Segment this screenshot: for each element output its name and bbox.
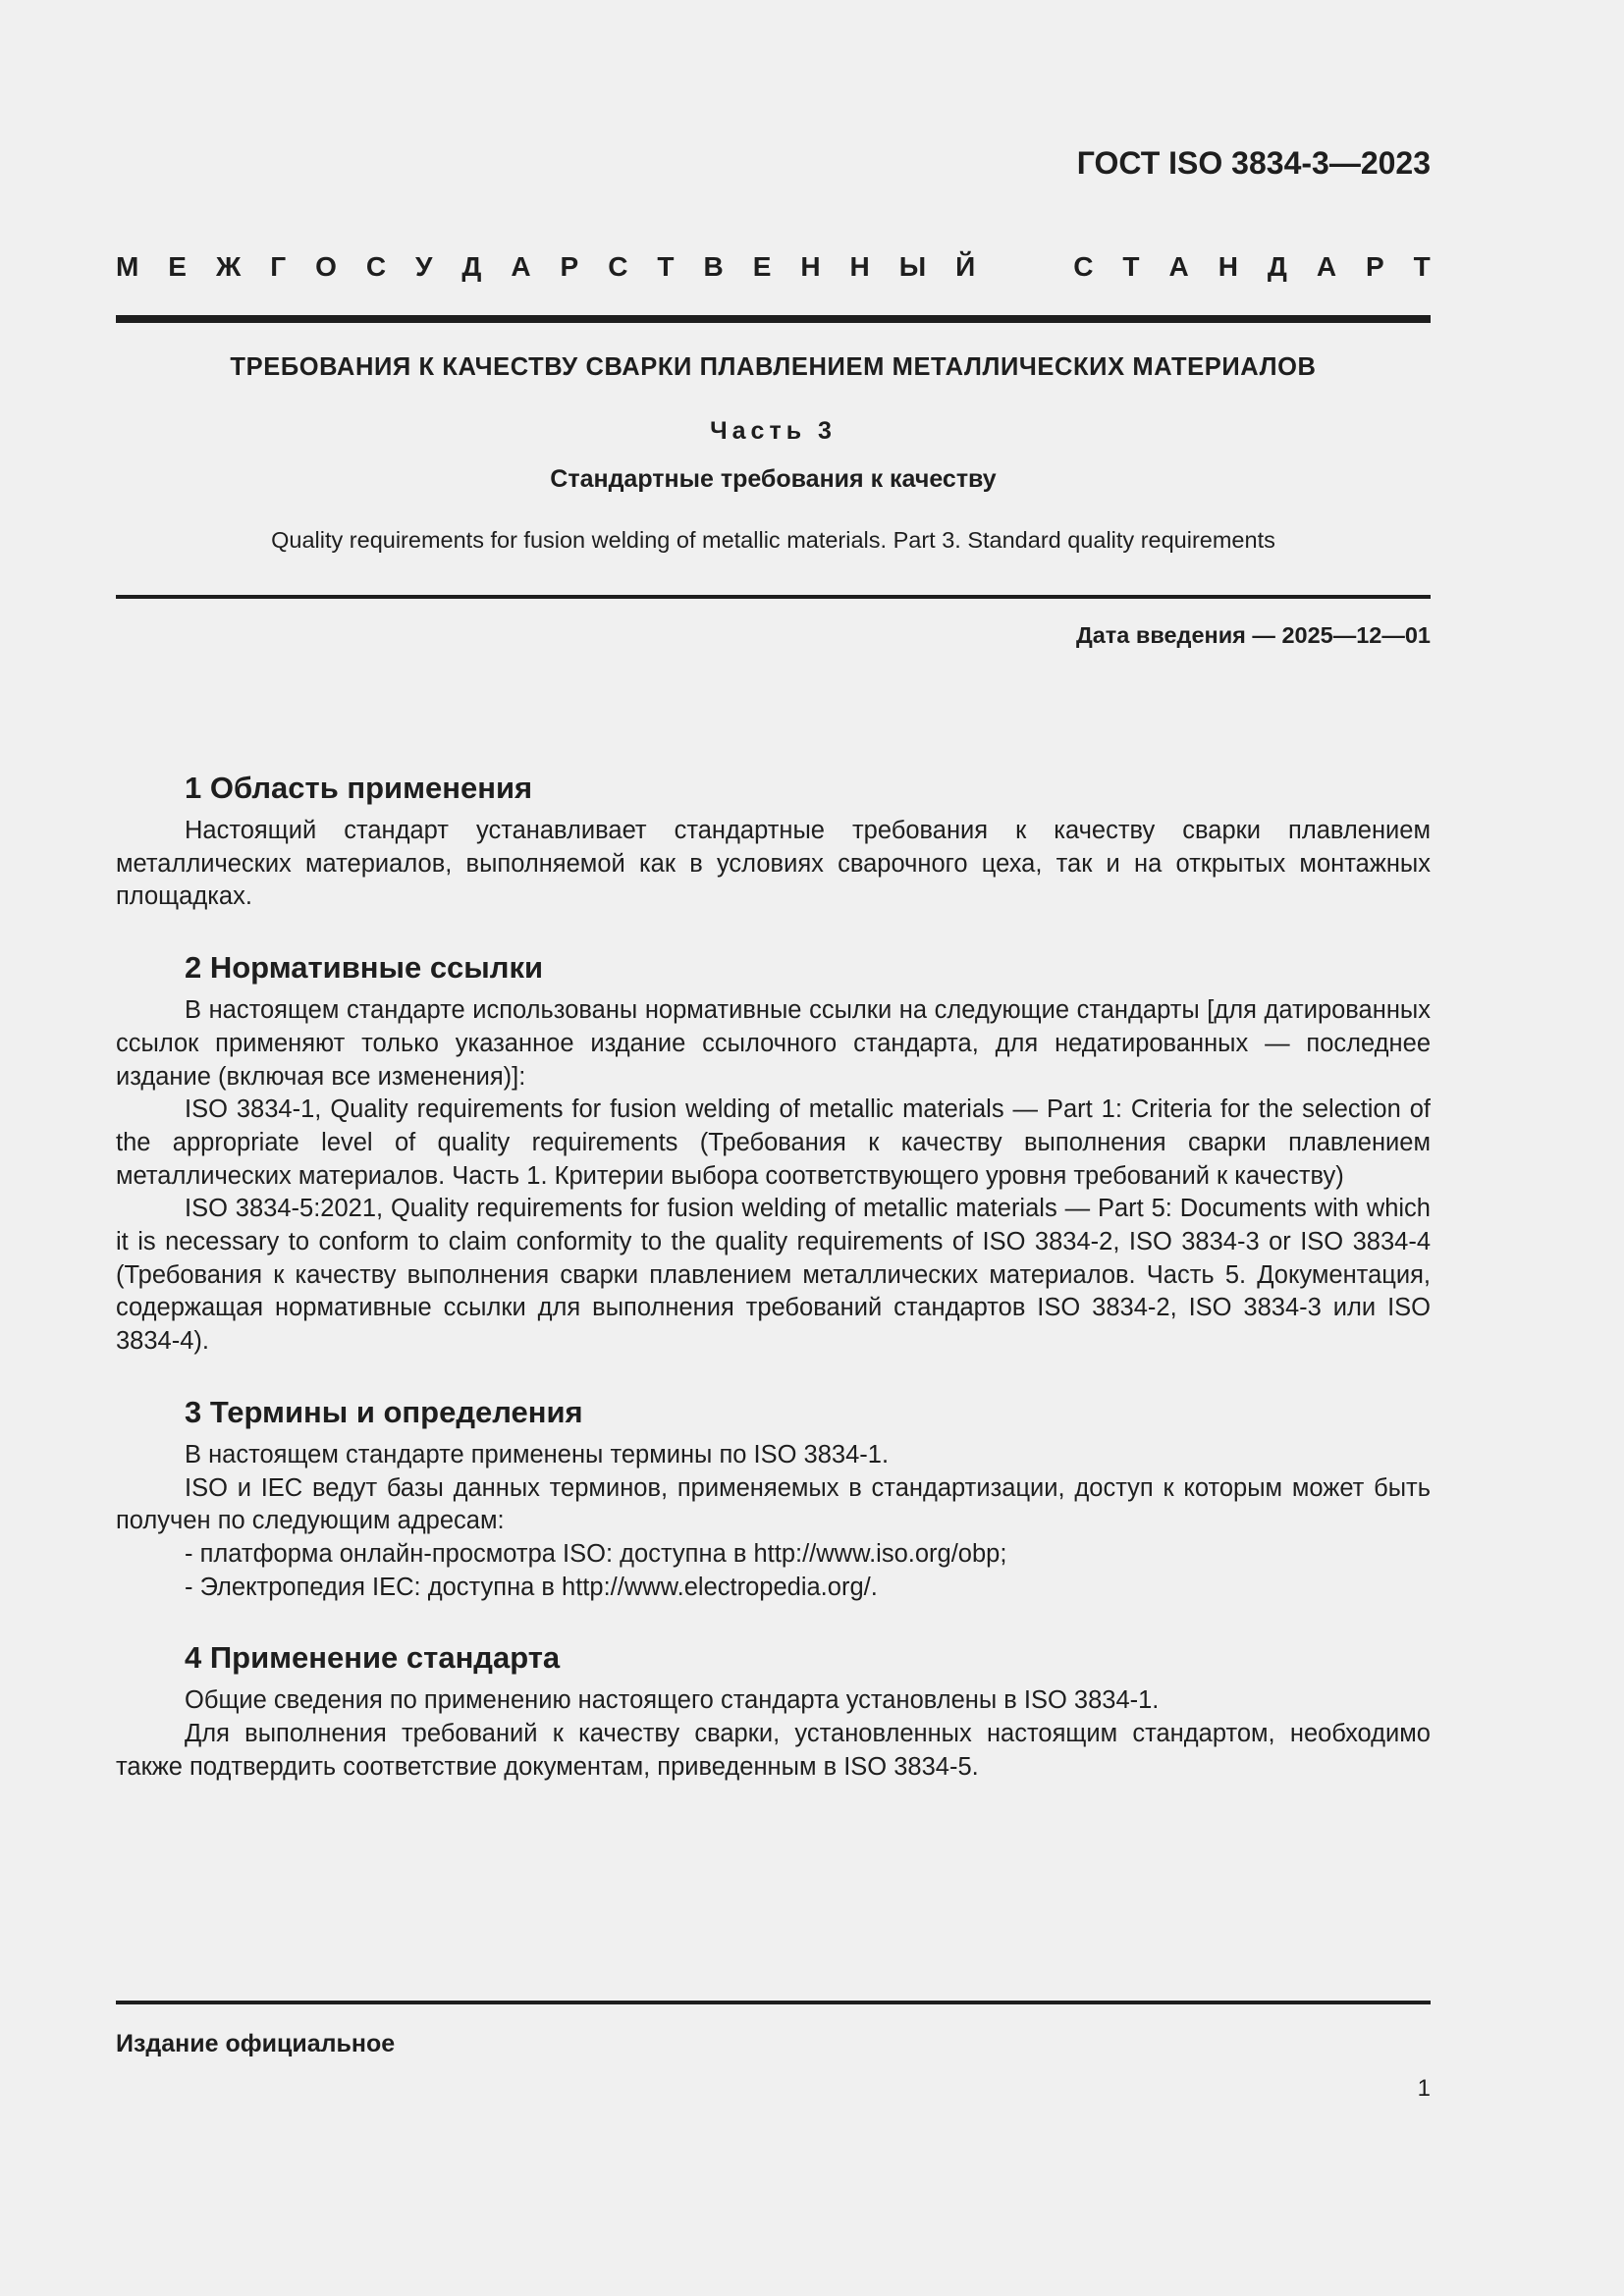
interstate-standard-heading — [116, 253, 1431, 281]
heading-letter: С — [608, 251, 628, 282]
heading-letter: Н — [1218, 251, 1238, 282]
heading-letter: Р — [1366, 251, 1384, 282]
section-heading: 2 Нормативные ссылки — [185, 950, 544, 986]
section-heading: 4 Применение стандарта — [185, 1640, 561, 1676]
heading-letter: А — [1168, 251, 1189, 282]
footer-divider — [116, 2001, 1431, 2004]
list-item: - Электропедия IEC: доступна в http://www.electropedia.org/. — [185, 1573, 878, 1601]
heading-letter: Е — [752, 251, 772, 282]
heading-letter: Т — [657, 251, 675, 282]
introduction-date: Дата введения — 2025—12—01 — [1075, 622, 1431, 648]
document-body — [116, 762, 1431, 1811]
word-gap — [1004, 253, 1044, 281]
heading-letter: А — [511, 251, 531, 282]
title-divider — [116, 595, 1431, 599]
paragraph: Настоящий стандарт устанавливает стандартные требования к качеству сварки плавлением металлических материалов, выполняемой как в условиях сварочного цеха, так и на открытых монтажных площадках. — [116, 817, 1431, 911]
heading-letter: Р — [560, 251, 579, 282]
heading-letter: А — [1316, 251, 1337, 282]
document-title: ТРЕБОВАНИЯ К КАЧЕСТВУ СВАРКИ ПЛАВЛЕНИЕМ МЕТАЛЛИЧЕСКИХ МАТЕРИАЛОВ — [230, 353, 1317, 381]
header-divider — [116, 315, 1431, 323]
document-number: ГОСТ ISO 3834-3—2023 — [1076, 145, 1431, 181]
english-title: Quality requirements for fusion welding of metallic materials. Part 3. Standard quality requirements — [271, 527, 1275, 553]
list-item: - платформа онлайн-просмотра ISO: доступна в http://www.iso.org/obp; — [185, 1539, 1007, 1568]
section-application — [116, 1631, 1431, 1784]
heading-letter: У — [415, 251, 433, 282]
heading-letter: Д — [461, 251, 482, 282]
edition-label: Издание официальное — [116, 2030, 396, 2057]
heading-letter: Е — [168, 251, 187, 282]
heading-letter: Г — [270, 251, 287, 282]
paragraph: В настоящем стандарте применены термины по ISO 3834-1. — [185, 1440, 890, 1468]
heading-letter: Т — [1413, 251, 1431, 282]
heading-letter: Н — [800, 251, 821, 282]
section-heading: 3 Термины и определения — [185, 1394, 583, 1429]
part-subtitle: Стандартные требования к качеству — [550, 465, 997, 493]
heading-letter: Й — [955, 251, 976, 282]
paragraph: Для выполнения требований к качеству сварки, установленных настоящим стандартом, необходимо также подтвердить соответствие документам, приведенным в ISO 3834-5. — [116, 1720, 1431, 1781]
heading-letter: С — [365, 251, 387, 282]
heading-letter: Ж — [215, 251, 242, 282]
page-number: 1 — [1417, 2075, 1431, 2102]
document-page — [116, 0, 1431, 2296]
heading-letter: О — [315, 251, 337, 282]
section-terms — [116, 1386, 1431, 1605]
heading-letter: Т — [1122, 251, 1140, 282]
paragraph: Общие сведения по применению настоящего стандарта установлены в ISO 3834-1. — [185, 1686, 1160, 1715]
paragraph: В настоящем стандарте использованы нормативные ссылки на следующие стандарты [для датированных ссылок применяют только указанное издание ссылочного стандарта, для недатированных — последнее издание (включая все изменения)]: — [116, 996, 1431, 1091]
reference-item: ISO 3834-5:2021, Quality requirements for fusion welding of metallic materials — Part 5: Documents with which it is necessary to conform to claim conformity to the quality requirements of ISO 3834-2, ISO 3834-3 or ISO 3834-4 (Требования к качеству выполнения сварки плавлением металлических материалов. Часть 5. Документация, содержащая нормативные ссылки для выполнения требований стандартов ISO 3834-2, ISO 3834-3 или ISO 3834-4). — [116, 1195, 1431, 1356]
section-scope — [116, 762, 1431, 914]
section-normative-references — [116, 941, 1431, 1359]
heading-letter: С — [1073, 251, 1094, 282]
reference-item: ISO 3834-1, Quality requirements for fusion welding of metallic materials — Part 1: Criteria for the selection of the appropriate level of quality requirements (Требования к качеству выполнения сварки плавлением металлических материалов. Часть 1. Критерии выбора соответствующего уровня требований к качеству) — [116, 1095, 1431, 1190]
section-heading: 1 Область применения — [185, 771, 533, 805]
heading-letter: Д — [1267, 251, 1287, 282]
part-title: Часть 3 — [710, 417, 837, 445]
heading-letter: В — [703, 251, 724, 282]
heading-letter: Н — [849, 251, 870, 282]
paragraph: ISO и IEC ведут базы данных терминов, применяемых в стандартизации, доступ к которым может быть получен по следующим адресам: — [116, 1473, 1431, 1535]
heading-letter: М — [116, 251, 139, 282]
heading-letter: Ы — [898, 251, 927, 282]
